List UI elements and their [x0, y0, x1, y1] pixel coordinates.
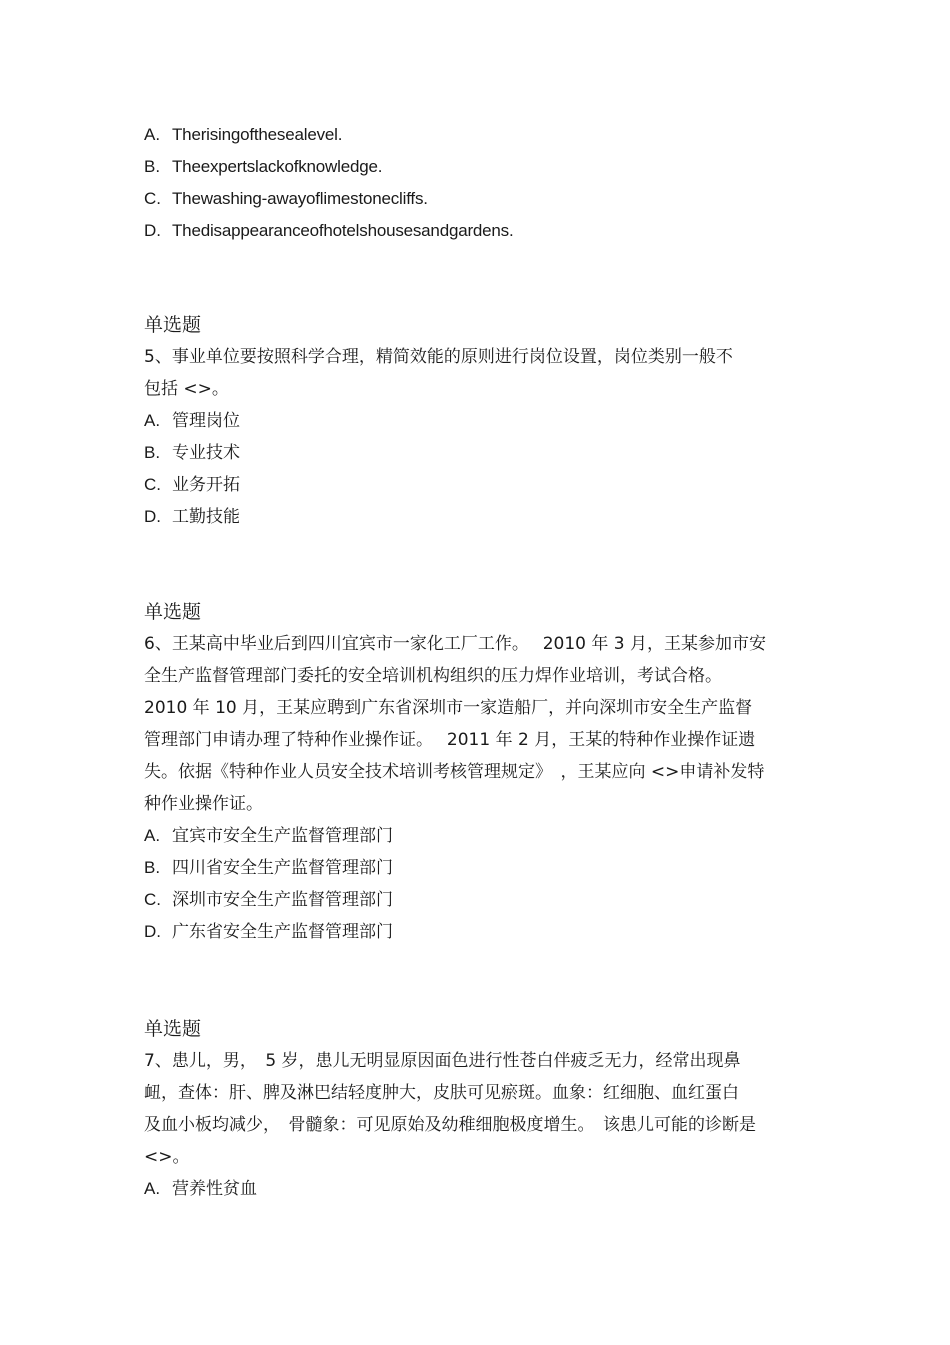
question-type-label: 单选题: [144, 601, 202, 623]
option-c[interactable]: [144, 884, 814, 916]
option-d[interactable]: [144, 916, 814, 948]
option-letter: B.: [144, 157, 161, 176]
question-stem: [144, 341, 814, 405]
option-text: 管理岗位: [172, 411, 240, 431]
stem-line: 失。依据《特种作业人员安全技术培训考核管理规定》 ，王某应向 <>申请补发特: [144, 762, 765, 782]
question-5: [144, 309, 814, 533]
stem-line: 管理部门申请办理了特种作业操作证。 2011 年 2 月，王某的特种作业操作证遗: [144, 730, 756, 750]
option-text: 深圳市安全生产监督管理部门: [172, 890, 393, 910]
option-d[interactable]: [144, 215, 814, 247]
option-letter: C.: [144, 189, 161, 208]
option-letter: A.: [144, 826, 161, 845]
stem-line: 6、王某高中毕业后到四川宜宾市一家化工厂工作。 2010 年 3 月，王某参加市安: [144, 634, 767, 654]
question-7: [144, 1013, 814, 1205]
option-a[interactable]: [144, 405, 814, 437]
stem-line: 种作业操作证。: [144, 794, 263, 814]
option-text: Thedisappearanceofhotelshousesandgardens.: [172, 221, 514, 240]
stem-line: 包括 <>。: [144, 379, 229, 399]
option-text: Thewashing-awayoflimestonecliffs.: [172, 189, 428, 208]
option-letter: D.: [144, 507, 161, 526]
option-b[interactable]: [144, 852, 814, 884]
question-type-label: 单选题: [144, 314, 202, 336]
question-6: [144, 596, 814, 948]
option-text: 宜宾市安全生产监督管理部门: [172, 826, 393, 846]
option-letter: B.: [144, 858, 161, 877]
option-a[interactable]: [144, 119, 814, 151]
option-letter: B.: [144, 443, 161, 462]
option-text: 广东省安全生产监督管理部门: [172, 922, 393, 942]
option-c[interactable]: [144, 183, 814, 215]
option-text: Theexpertslackofknowledge.: [172, 157, 383, 176]
option-text: 营养性贫血: [172, 1179, 257, 1199]
option-b[interactable]: [144, 437, 814, 469]
question-stem: [144, 628, 814, 820]
stem-line: 及血小板均减少， 骨髓象：可见原始及幼稚细胞极度增生。 该患儿可能的诊断是: [144, 1115, 756, 1135]
option-c[interactable]: [144, 469, 814, 501]
q4-options: [144, 119, 814, 247]
option-letter: C.: [144, 475, 161, 494]
option-letter: D.: [144, 922, 161, 941]
option-text: 四川省安全生产监督管理部门: [172, 858, 393, 878]
option-letter: A.: [144, 411, 161, 430]
question-type-label: 单选题: [144, 1018, 202, 1040]
stem-line: 2010 年 10 月，王某应聘到广东省深圳市一家造船厂，并向深圳市安全生产监督: [144, 698, 753, 718]
option-text: 工勤技能: [172, 507, 240, 527]
question-stem: [144, 1045, 814, 1173]
option-d[interactable]: [144, 501, 814, 533]
option-letter: C.: [144, 890, 161, 909]
option-b[interactable]: [144, 151, 814, 183]
option-text: 业务开拓: [172, 475, 240, 495]
stem-line: 5、事业单位要按照科学合理，精简效能的原则进行岗位设置，岗位类别一般不: [144, 347, 733, 367]
stem-line: <>。: [144, 1147, 190, 1167]
option-letter: A.: [144, 1179, 161, 1198]
option-letter: A.: [144, 125, 161, 144]
stem-line: 7、患儿，男， 5 岁，患儿无明显原因面色进行性苍白伴疲乏无力，经常出现鼻: [144, 1051, 741, 1071]
option-a[interactable]: [144, 820, 814, 852]
option-text: 专业技术: [172, 443, 240, 463]
option-letter: D.: [144, 221, 161, 240]
stem-line: 衄，查体：肝、脾及淋巴结轻度肿大，皮肤可见瘀斑。血象：红细胞、血红蛋白: [144, 1083, 739, 1103]
option-a[interactable]: [144, 1173, 814, 1205]
stem-line: 全生产监督管理部门委托的安全培训机构组织的压力焊作业培训，考试合格。: [144, 666, 722, 686]
option-text: Therisingofthesealevel.: [172, 125, 343, 144]
